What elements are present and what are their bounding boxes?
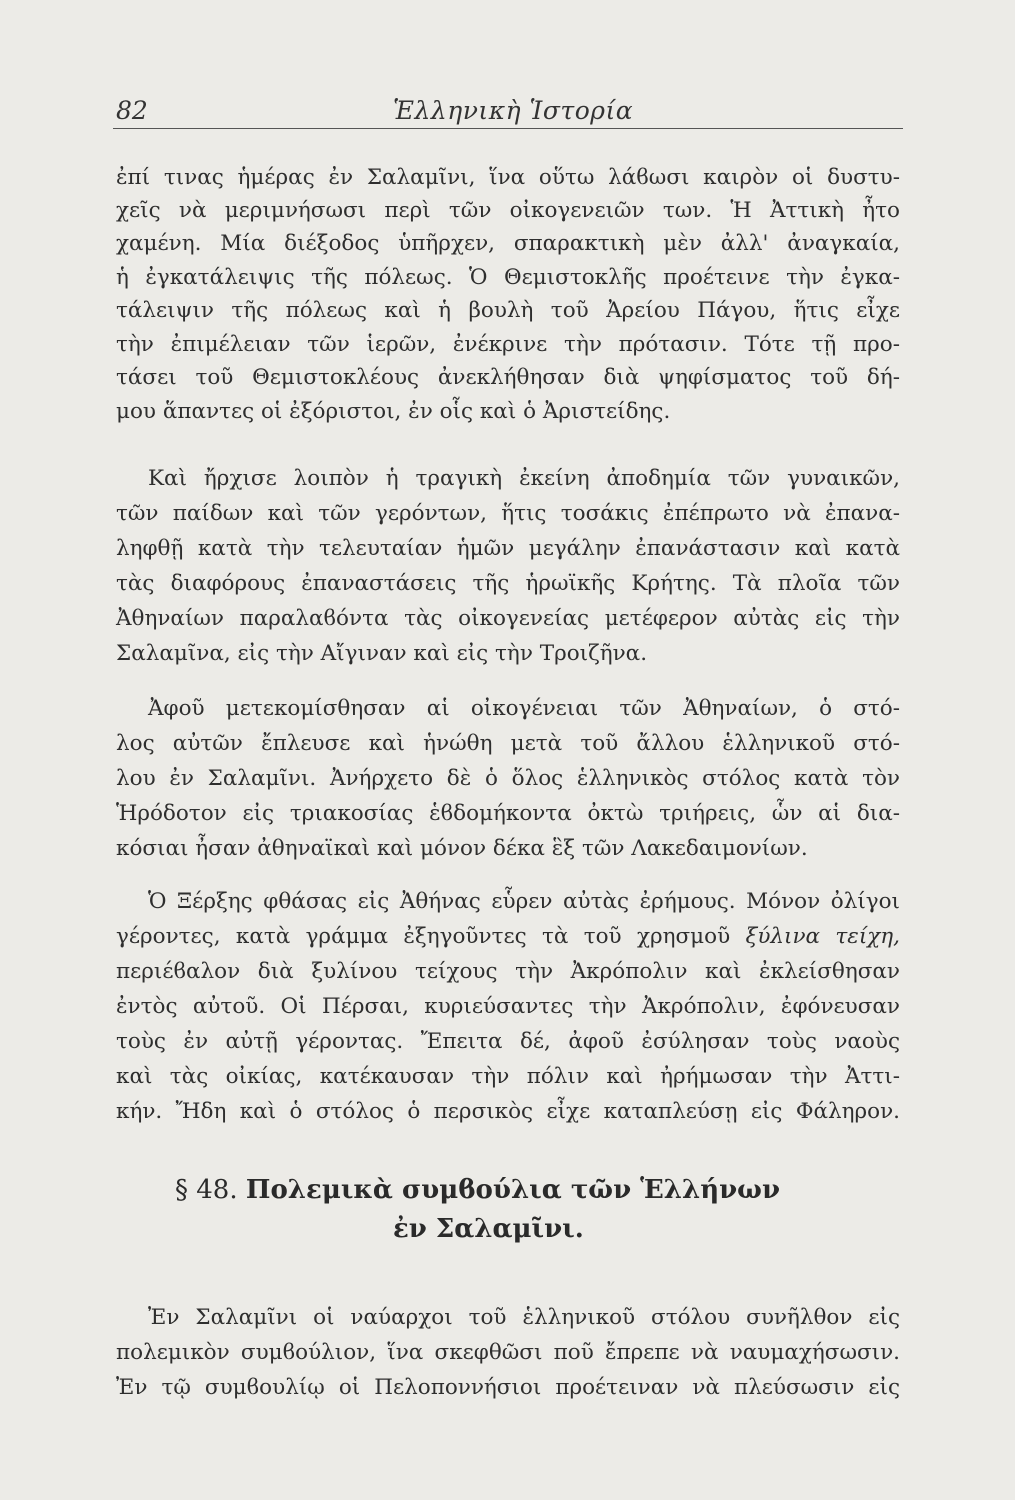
text-line [116, 922, 900, 952]
text-line: ἐντὸς αὐτοῦ. Οἱ Πέρσαι, κυριεύσαντες τὴν Ἀκρόπολιν, ἐφόνευσαν [116, 994, 900, 1019]
text-line: κόσιαι ἦσαν ἀθηναϊκαὶ καὶ μόνον δέκα ἓξ τῶν Λακεδαιμονίων. [116, 836, 808, 861]
text-line: χεῖς νὰ μεριμνήσωσι περὶ τῶν οἰκογενειῶν των. Ἡ Ἀττικὴ ἦτο [116, 198, 900, 223]
text-line: πολεμικὸν συμϐούλιον, ἵνα σκεφθῶσι ποῦ ἔπρεπε νὰ ναυμαχήσωσιν. [116, 1340, 900, 1365]
section-title-continued: ἐν Σαλαμῖνι. [393, 1214, 584, 1244]
text-line: τὴν ἐπιμέλειαν τῶν ἱερῶν, ἐνέκρινε τὴν πρότασιν. Τότε τῇ προ- [116, 332, 900, 357]
page-header [113, 92, 903, 129]
text-line: ἐπί τινας ἡμέρας ἐν Σαλαμῖνι, ἵνα οὕτω λάϐωσι καιρὸν οἱ δυστυ- [116, 165, 900, 190]
section-title: Πολεμικὰ συμϐούλια τῶν Ἑλλήνων [245, 1175, 780, 1205]
text-line: Ὁ Ξέρξης φθάσας εἰς Ἀθήνας εὗρεν αὐτὰς ἐρήμους. Μόνον ὀλίγοι [148, 889, 900, 914]
text-line: Ἡρόδοτον εἰς τριακοσίας ἑϐδομήκοντα ὀκτὼ τριήρεις, ὧν αἱ δια- [116, 801, 900, 826]
running-title: Ἑλληνικὴ Ἱστορία [393, 96, 634, 125]
text-line: Σαλαμῖνα, εἰς τὴν Αἴγιναν καὶ εἰς τὴν Τροιζῆνα. [116, 641, 648, 666]
text-line-segment: γέροντες, κατὰ γράμμα ἐξηγοῦντες τὰ τοῦ χρησμοῦ [116, 924, 746, 949]
text-line: τὰς διαφόρους ἐπαναστάσεις τῆς ἡρωϊκῆς Κρήτης. Τὰ πλοῖα τῶν [116, 571, 900, 596]
text-line: μου ἅπαντες οἱ ἐξόριστοι, ἐν οἷς καὶ ὁ Ἀριστείδης. [116, 399, 671, 424]
text-line: χαμένη. Μία διέξοδος ὑπῆρχεν, σπαρακτικὴ μὲν ἀλλ' ἀναγκαία, [116, 231, 900, 256]
text-line: περιέϐαλον διὰ ξυλίνου τείχους τὴν Ἀκρόπολιν καὶ ἐκλείσθησαν [116, 959, 900, 984]
text-line: τάσει τοῦ Θεμιστοκλέους ἀνεκλήθησαν διὰ ψηφίσματος τοῦ δή- [116, 365, 900, 390]
section-heading-line-1 [175, 1173, 780, 1207]
text-line: κήν. Ἤδη καὶ ὁ στόλος ὁ περσικὸς εἶχε καταπλεύσῃ εἰς Φάληρον. [116, 1099, 900, 1124]
text-line: Ἀθηναίων παραλαϐόντα τὰς οἰκογενείας μετέφερον αὐτὰς εἰς τὴν [116, 606, 900, 631]
text-line: λου ἐν Σαλαμῖνι. Ἀνήρχετο δὲ ὁ ὅλος ἑλληνικὸς στόλος κατὰ τὸν [116, 766, 900, 791]
text-line: Καὶ ἤρχισε λοιπὸν ἡ τραγικὴ ἐκείνη ἀποδημία τῶν γυναικῶν, [148, 466, 900, 491]
text-line: τοὺς ἐν αὐτῇ γέροντας. Ἔπειτα δέ, ἀφοῦ ἐσύλησαν τοὺς ναοὺς [116, 1029, 900, 1054]
text-line: ληφθῇ κατὰ τὴν τελευταίαν ἡμῶν μεγάλην ἐπανάστασιν καὶ κατὰ [116, 536, 900, 561]
text-line: λος αὐτῶν ἔπλευσε καὶ ἡνώθη μετὰ τοῦ ἄλλου ἑλληνικοῦ στό- [116, 731, 900, 756]
text-line: τάλειψιν τῆς πόλεως καὶ ἡ βουλὴ τοῦ Ἀρείου Πάγου, ἥτις εἶχε [116, 298, 900, 323]
text-line: Ἐν Σαλαμῖνι οἱ ναύαρχοι τοῦ ἑλληνικοῦ στόλου συνῆλθον εἰς [148, 1305, 900, 1330]
text-line: καὶ τὰς οἰκίας, κατέκαυσαν τὴν πόλιν καὶ ἠρήμωσαν τὴν Ἀττι- [116, 1064, 900, 1089]
emphasized-phrase: ξύλινα τείχη, [745, 924, 900, 949]
page-number: 82 [116, 96, 148, 125]
section-heading-line-2 [393, 1212, 584, 1246]
text-line: Ἐν τῷ συμϐουλίῳ οἱ Πελοποννήσιοι προέτειναν νὰ πλεύσωσιν εἰς [116, 1375, 900, 1400]
text-line: τῶν παίδων καὶ τῶν γερόντων, ἥτις τοσάκις ἐπέπρωτο νὰ ἐπανα- [116, 501, 900, 526]
section-number: § 48. [175, 1175, 238, 1205]
text-line: ἡ ἐγκατάλειψις τῆς πόλεως. Ὁ Θεμιστοκλῆς προέτεινε τὴν ἐγκα- [116, 265, 900, 290]
text-line: Ἀφοῦ μετεκομίσθησαν αἱ οἰκογένειαι τῶν Ἀθηναίων, ὁ στό- [148, 696, 900, 721]
